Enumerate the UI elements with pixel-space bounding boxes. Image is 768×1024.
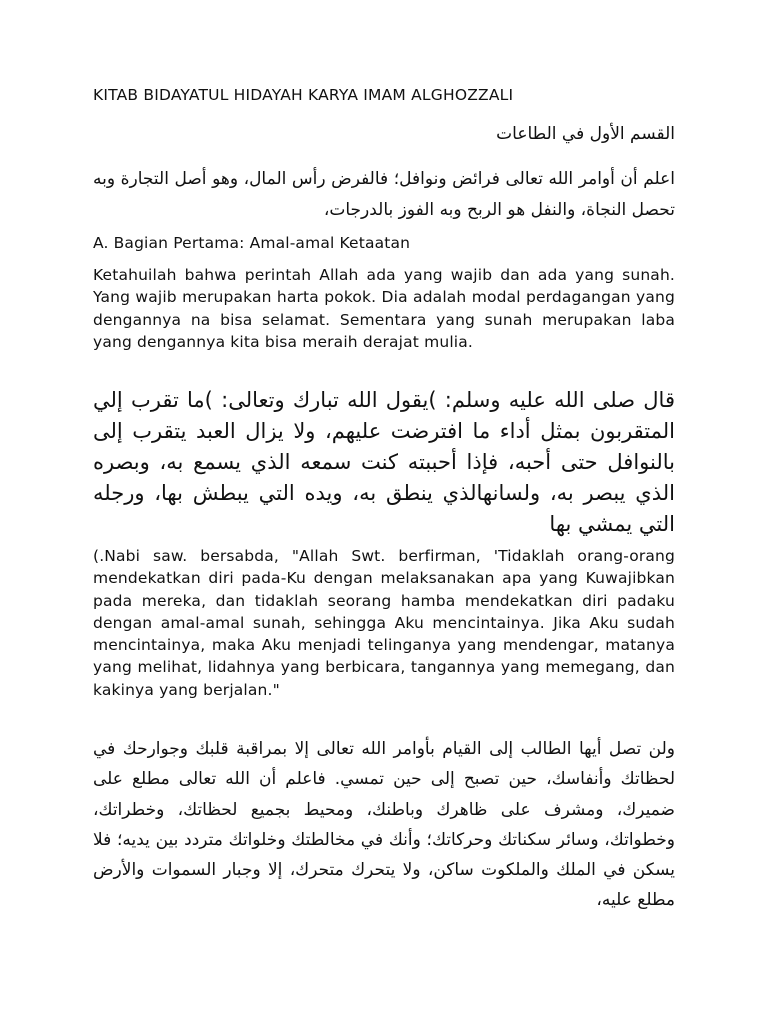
arabic-section-heading: القسم الأول في الطاعات bbox=[496, 124, 675, 144]
section-heading: A. Bagian Pertama: Amal-amal Ketaatan bbox=[93, 234, 411, 252]
arabic-paragraph-1: اعلم أن أوامر الله تعالى فرائض ونوافل؛ فالفرض رأس المال، وهو أصل التجارة وبه تحصل النجاة، والنفل هو الربح وبه الفوز بالدرجات، bbox=[93, 169, 675, 220]
document-title: KITAB BIDAYATUL HIDAYAH KARYA IMAM ALGHOZZALI bbox=[93, 86, 514, 104]
translation-paragraph-1: Ketahuilah bahwa perintah Allah ada yang wajib dan ada yang sunah. Yang wajib merupakan harta pokok. Dia adalah modal perdagangan yang dengannya na bisa selamat. Sementara yang sunah merupakan laba yang dengannya kita bisa meraih derajat mulia. bbox=[93, 266, 675, 351]
translation-paragraph-2: (.Nabi saw. bersabda, "Allah Swt. berfirman, 'Tidaklah orang-orang mendekatkan diri pada-Ku dengan melaksanakan apa yang Kuwajibkan pada mereka, dan tidaklah seorang hamba mendekatkan diri padaku dengan amal-amal sunah, sehingga Aku mencintainya. Jika Aku sudah mencintainya, maka Aku menjadi telinganya yang mendengar, matanya yang melihat, lidahnya yang berbicara, tangannya yang memegang, dan kakinya yang berjalan." bbox=[93, 547, 675, 699]
arabic-paragraph-2: ولن تصل أيها الطالب إلى القيام بأوامر الله تعالى إلا بمراقبة قلبك وجوارحك في لحظاتك وأنفاسك، حين تصبح إلى حين تمسي. فاعلم أن الله تعالى مطلع على ضميرك، ومشرف على ظاهرك وباطنك، ومحيط بجميع لحظاتك، وخطراتك، وخطواتك، وسائر سكناتك وحركاتك؛ وأنك في مخالطتك وخلواتك متردد بين يديه؛ فلا يسكن في الملك والملكوت ساكن، ولا يتحرك متحرك، إلا وجبار السموات والأرض مطلع عليه، bbox=[93, 739, 675, 911]
arabic-hadith: قال صلى الله عليه وسلم: )يقول الله تبارك وتعالى: )ما تقرب إلي المتقربون بمثل أداء ما افترضت عليهم، ولا يزال العبد يتقرب إلى بالنوافل حتى أحبه، فإذا أحببته كنت سمعه الذي يسمع به، وبصره الذي يبصر به، ولسانهالذي ينطق به، ويده التي يبطش بها، ورجله التي يمشي بها bbox=[93, 388, 675, 536]
